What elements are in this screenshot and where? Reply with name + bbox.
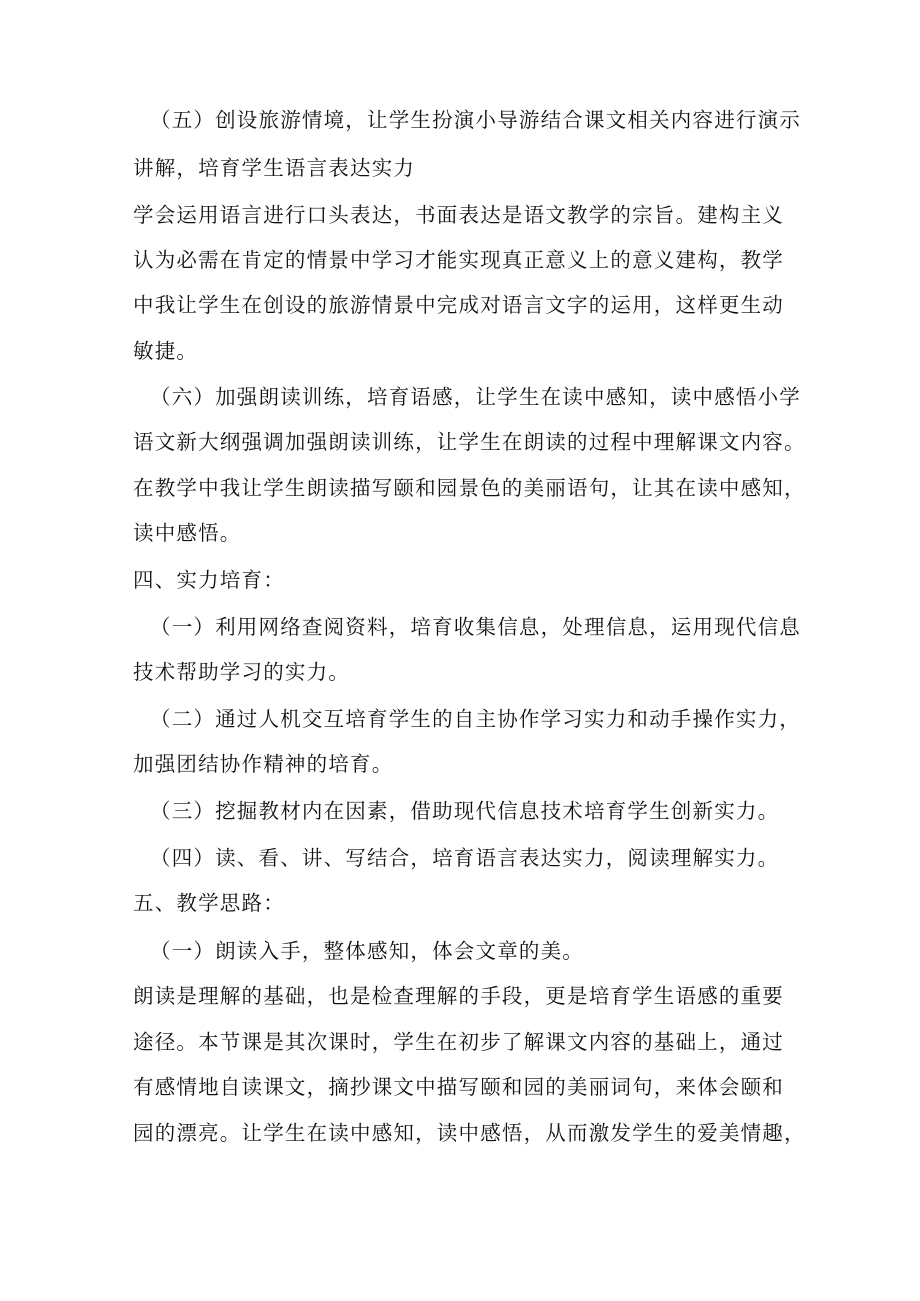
heading-section-5: （五）创设旅游情境，让学生扮演小导游结合课文相关内容进行演示: [150, 108, 801, 132]
list-item: （三）挖掘教材内在因素，借助现代信息技术培育学生创新实力。: [150, 799, 780, 823]
heading-ability: 四、实力培育：: [133, 568, 285, 592]
text-line: 读中感悟。: [133, 521, 242, 545]
list-item: （一）朗读入手，整体感知，体会文章的美。: [150, 939, 584, 963]
text-line: 园的漂亮。让学生在读中感知，读中感悟，从而激发学生的爱美情趣，: [133, 1121, 806, 1145]
text-line: 途径。本节课是其次课时，学生在初步了解课文内容的基础上，通过: [133, 1030, 784, 1054]
list-item: （二）通过人机交互培育学生的自主协作学习实力和动手操作实力，: [150, 707, 801, 731]
text-line: 加强团结协作精神的培育。: [133, 752, 394, 776]
list-item: （一）利用网络查阅资料，培育收集信息，处理信息，运用现代信息: [150, 615, 801, 639]
text-line: 学会运用语言进行口头表达，书面表达是语文教学的宗旨。建构主义: [133, 203, 784, 227]
text-line: 认为必需在肯定的情景中学习才能实现真正意义上的意义建构，教学: [133, 248, 784, 272]
list-item: （四）读、看、讲、写结合，培育语言表达实力，阅读理解实力。: [150, 846, 780, 870]
heading-section-6: （六）加强朗读训练，培育语感，让学生在读中感知，读中感悟小学: [150, 385, 801, 409]
text-line: 中我让学生在创设的旅游情景中完成对语言文字的运用，这样更生动: [133, 293, 784, 317]
text-line: 有感情地自读课文，摘抄课文中描写颐和园的美丽词句，来体会颐和: [133, 1075, 784, 1099]
text-line: 在教学中我让学生朗读描写颐和园景色的美丽语句，让其在读中感知，: [133, 476, 806, 500]
text-line: 朗读是理解的基础，也是检查理解的手段，更是培育学生语感的重要: [133, 984, 784, 1008]
heading-teaching-ideas: 五、教学思路：: [133, 891, 285, 915]
text-line: 讲解，培育学生语言表达实力: [133, 156, 416, 180]
text-line: 技术帮助学习的实力。: [133, 660, 350, 684]
text-line: 语文新大纲强调加强朗读训练，让学生在朗读的过程中理解课文内容。: [133, 430, 806, 454]
text-line: 敏捷。: [133, 339, 199, 363]
